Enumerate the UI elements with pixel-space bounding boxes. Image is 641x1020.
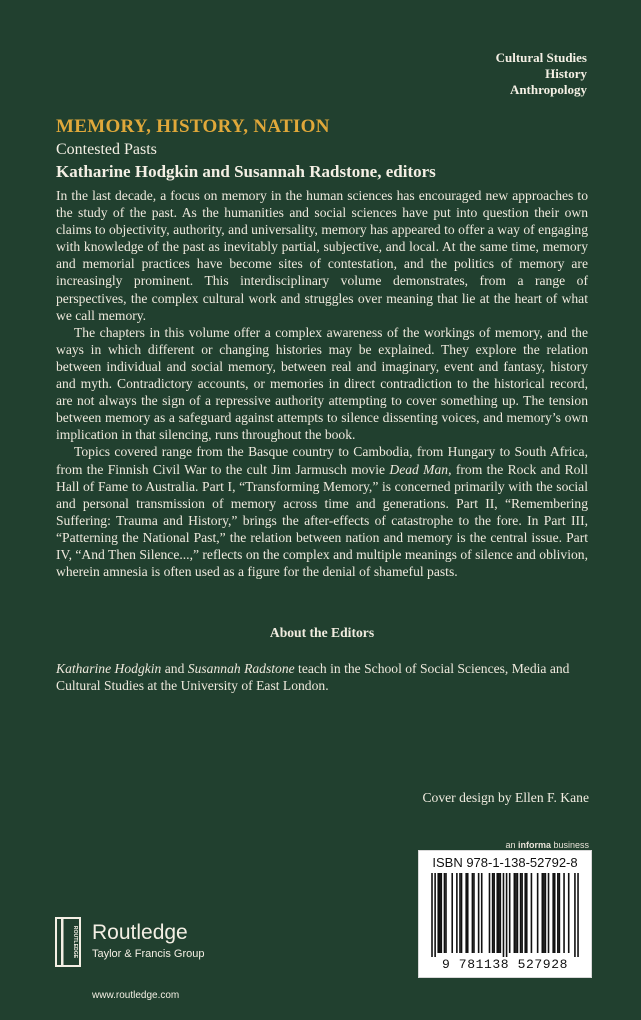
barcode-bar (500, 873, 502, 953)
barcode-bar (493, 873, 495, 953)
informa-business-line (505, 840, 589, 850)
barcode-bar (434, 873, 436, 957)
barcode-bar (517, 873, 519, 953)
informa-suffix: business (550, 840, 589, 850)
barcode-bar (451, 873, 453, 953)
publisher-website[interactable]: www.routledge.com (92, 990, 180, 1001)
book-title: MEMORY, HISTORY, NATION (56, 116, 330, 137)
about-rest: teach in the School of Social Sciences, Media and Cultural Studies at the University of East London. (56, 661, 570, 694)
barcode-bars (425, 873, 585, 957)
barcode-bar (431, 873, 433, 957)
barcode-bar (568, 873, 570, 953)
barcode-bar (514, 873, 516, 953)
barcode-bar (545, 873, 547, 953)
isbn-number: ISBN 978-1-138-52792-8 (432, 855, 578, 870)
barcode-bar (574, 873, 576, 957)
barcode-bar (441, 873, 443, 953)
about-editors-heading: About the Editors (269, 625, 375, 640)
isbn-barcode (418, 850, 592, 978)
conjunction: and (161, 661, 188, 676)
description-paragraph: In the last decade, a focus on memory in the human sciences has encouraged new approaches to the study of the past. As the humanities and social sciences have put into question their own claims to objectivity, authority, and universality, memory has appeared to offer a way of engaging with knowledge of the past as inevitably partial, subjective, and local. At the same time, memory and memorial practices have become sites of contestation, and the politics of memory are increasingly prominent. This interdisciplinary volume demonstrates, from a range of perspectives, the complex cultural work and struggles over meaning that lie at the heart of what we call memory. (56, 188, 588, 323)
barcode-bar (506, 873, 508, 957)
barcode-bar (542, 873, 544, 953)
barcode-bar (459, 873, 461, 953)
editors-line: Katharine Hodgkin and Susannah Radstone, editors (56, 162, 436, 181)
book-subtitle: Contested Pasts (56, 141, 157, 158)
film-title: Dead Man (389, 461, 449, 477)
description-paragraph: The chapters in this volume offer a complex awareness of the workings of memory, and the ways in which different or changing histories may be explained. They explore the relation between individual and social memory, between real and imaginary, event and fantasy, history and myth. Contradictory accounts, or memories in direct contradiction to the historical record, are not always the sign of a repressive authority attempting to cover something up. The tension between memory as a safeguard against attempts to silence dissenting voices, and memory’s own implication in that silencing, runs throughout the book. (56, 324, 588, 443)
barcode-bar (577, 873, 579, 957)
about-editors-text (56, 660, 588, 694)
informa-prefix: an (505, 840, 518, 850)
barcode-bar (521, 873, 523, 953)
editor-name: Katharine Hodgkin (56, 661, 162, 676)
barcode-bar (548, 873, 550, 953)
barcode-bar (498, 873, 500, 953)
barcode-bar (559, 873, 561, 953)
publisher-name: Routledge (92, 921, 188, 944)
barcode-bar (461, 873, 463, 953)
barcode-bar (554, 873, 556, 953)
barcode-bar (489, 873, 491, 953)
barcode-bar (444, 873, 446, 953)
barcode-bar (437, 873, 439, 953)
barcode-bar (492, 873, 494, 953)
informa-brand: informa (517, 840, 551, 850)
barcode-bar (543, 873, 545, 953)
logo-text: ROUTLEDGE (72, 925, 78, 959)
description-paragraph (56, 443, 588, 580)
barcode-bar (552, 873, 554, 953)
barcode-bar (557, 873, 559, 953)
barcode-bar (456, 873, 458, 953)
subject-categories (496, 50, 587, 98)
subject-category: Anthropology (509, 82, 587, 97)
barcode-digits: 9 781138 527928 (441, 957, 569, 972)
barcode-bar (537, 873, 539, 953)
barcode-bar (496, 873, 498, 953)
routledge-logo-icon (54, 916, 82, 968)
barcode-bar (445, 873, 447, 953)
barcode-bar (472, 873, 474, 953)
barcode-bar (481, 873, 483, 953)
paragraph-text: , from the Rock and Roll Hall of Fame to Australia. Part I, “Transforming Memory,” is concerned primarily with the social and personal transmission of memory across time and generations. Part II, “Remembering Suffering: Trauma and History,” brings the after-effects of catastrophe to the fore. In Part III, “Patterning the National Past,” the relation between nation and memory is the central issue. Part IV, “And Then Silence...,” reflects on the complex and multiple meanings of silence and oblivion, wherein amnesia is often used as a figure for the denial of shameful pasts. (56, 461, 588, 580)
publisher-group: Taylor & Francis Group (92, 948, 205, 960)
barcode-bar (509, 873, 511, 953)
barcode-bar (520, 873, 522, 953)
paragraph-text: Topics covered range from the Basque country to Cambodia, from Hungary to South Africa, from the Finnish Civil War to the cult Jim Jarmusch movie (56, 444, 588, 477)
editor-name: Susannah Radstone (187, 661, 295, 676)
barcode-bar (465, 873, 467, 953)
barcode-bar (515, 873, 517, 953)
description (56, 187, 588, 580)
cover-design-credit: Cover design by Ellen F. Kane (422, 790, 589, 805)
barcode-bar (467, 873, 469, 953)
subject-category: Cultural Studies (495, 50, 587, 65)
barcode-bar (473, 873, 475, 953)
barcode-bar (503, 873, 505, 957)
subject-category: History (545, 66, 587, 81)
barcode-bar (478, 873, 480, 953)
barcode-bar (531, 873, 533, 953)
barcode-bar (526, 873, 528, 953)
barcode-bar (563, 873, 565, 953)
barcode-bar (524, 873, 526, 953)
barcode-bar (439, 873, 441, 953)
